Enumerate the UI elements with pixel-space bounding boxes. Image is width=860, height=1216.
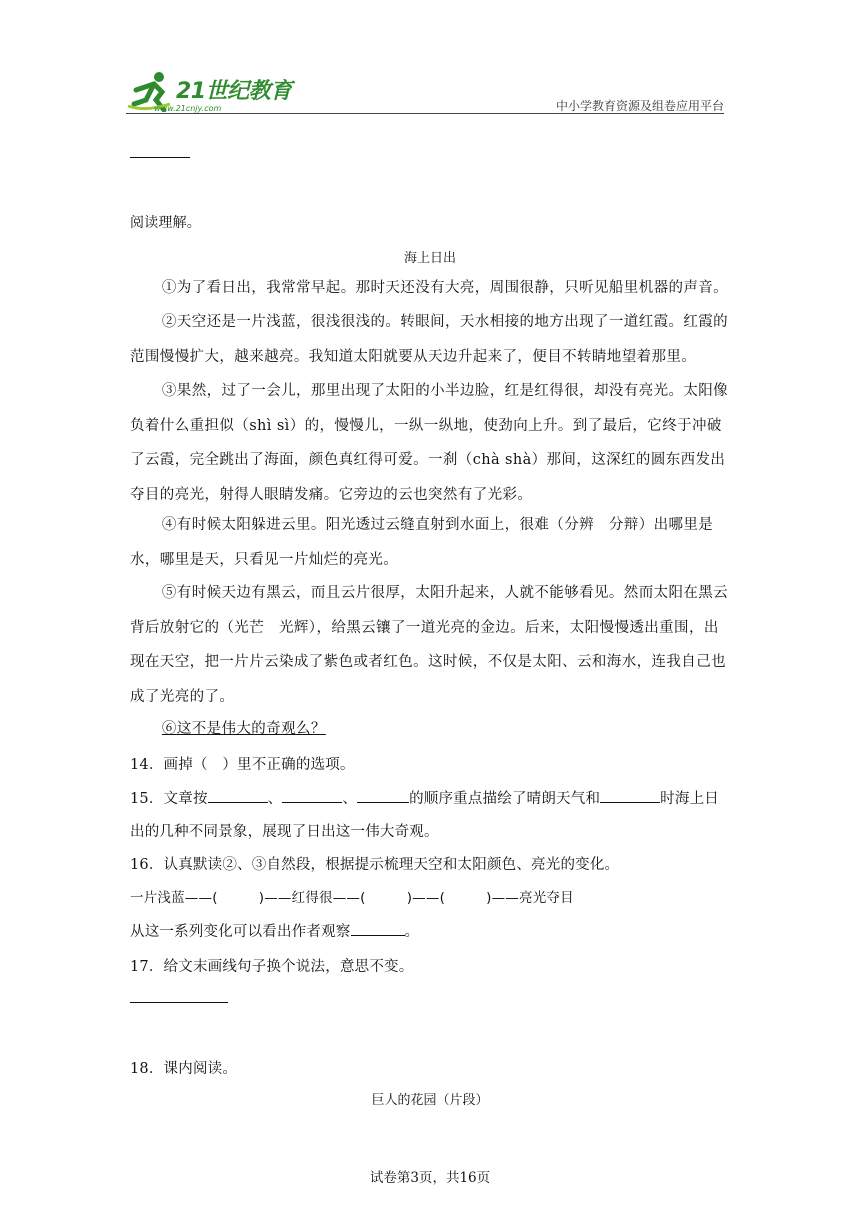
question-17: 17．给文末画线句子换个说法，意思不变。: [130, 959, 414, 975]
question-18: 18．课内阅读。: [130, 1061, 238, 1077]
answer-blank-17[interactable]: [130, 1002, 228, 1003]
question-18-title: 巨人的花园（片段）: [371, 1093, 489, 1108]
question-14: 14．画掉（ ）里不正确的选项。: [130, 757, 355, 773]
section-label: 阅读理解。: [130, 215, 201, 231]
passage-paragraph-3: ③果然，过了一会儿，那里出现了太阳的小半边脸，红是红得很，却没有亮光。太阳像负着什么重担似（shì sì）的，慢慢儿，一纵一纵地，使劲向上升。到了最后，它终于冲破了云霞，完全跳出了海面，颜色真红得可爱。一刹（chà shà）那间，这深红的圆东西发出夺目的亮光，射得人眼睛发痛。它旁边的云也突然有了光彩。: [130, 383, 729, 503]
underlined-sentence: ⑥这不是伟大的奇观么？: [161, 721, 326, 737]
question-15: 15．文章按 、 、 的顺序重点描绘了晴朗天气和 时海上日: [130, 787, 730, 808]
logo-url: www.21cnjy.com: [154, 104, 222, 113]
question-15-continued: 出的几种不同景象，展现了日出这一伟大奇观。: [130, 824, 439, 840]
platform-name: 中小学教育资源及组卷应用平台: [555, 99, 724, 113]
question-16-observe: 从这一系列变化可以看出作者观察 。: [130, 920, 730, 941]
answer-blank-top: [130, 157, 190, 158]
passage-paragraph-6: [130, 712, 730, 747]
passage-paragraph-4: ④有时候太阳躲进云里。阳光透过云缝直射到水面上，很难（分辨 分辩）出哪里是水，哪里是天，只看见一片灿烂的亮光。: [130, 517, 714, 568]
passage-title: 海上日出: [403, 251, 456, 266]
answer-blank[interactable]: [208, 788, 268, 803]
answer-blank[interactable]: [357, 788, 409, 803]
answer-blank[interactable]: [600, 788, 660, 803]
header-divider: [126, 113, 724, 114]
question-16-chain: 一片浅蓝——( )——红得很——( )——( )——亮光夺目: [130, 890, 574, 906]
answer-blank[interactable]: [351, 921, 405, 936]
answer-blank[interactable]: [282, 788, 342, 803]
logo-text: 21世纪教育: [176, 79, 292, 104]
passage-paragraph-2: ②天空还是一片浅蓝，很浅很浅的。转眼间，天水相接的地方出现了一道红霞。红霞的范围慢慢扩大，越来越亮。我知道太阳就要从天边升起来了，便目不转睛地望着那里。: [130, 314, 729, 365]
site-logo: [126, 70, 296, 114]
question-16: 16．认真默读②、③自然段，根据提示梳理天空和太阳颜色、亮光的变化。: [130, 857, 620, 873]
passage-paragraph-5: ⑤有时候天边有黑云，而且云片很厚，太阳升起来，人就不能够看见。然而太阳在黑云背后放射它的（光芒 光辉），给黑云镶了一道光亮的金边。后来，太阳慢慢透出重围，出现在天空，把一片片云染成了紫色或者红色。这时候，不仅是太阳、云和海水，连我自己也成了光亮的了。: [130, 585, 729, 705]
passage-paragraph-1: ①为了看日出，我常常早起。那时天还没有大亮，周围很静，只听见船里机器的声音。: [161, 280, 729, 296]
page-footer: 试卷第3页，共16页: [369, 1170, 491, 1186]
